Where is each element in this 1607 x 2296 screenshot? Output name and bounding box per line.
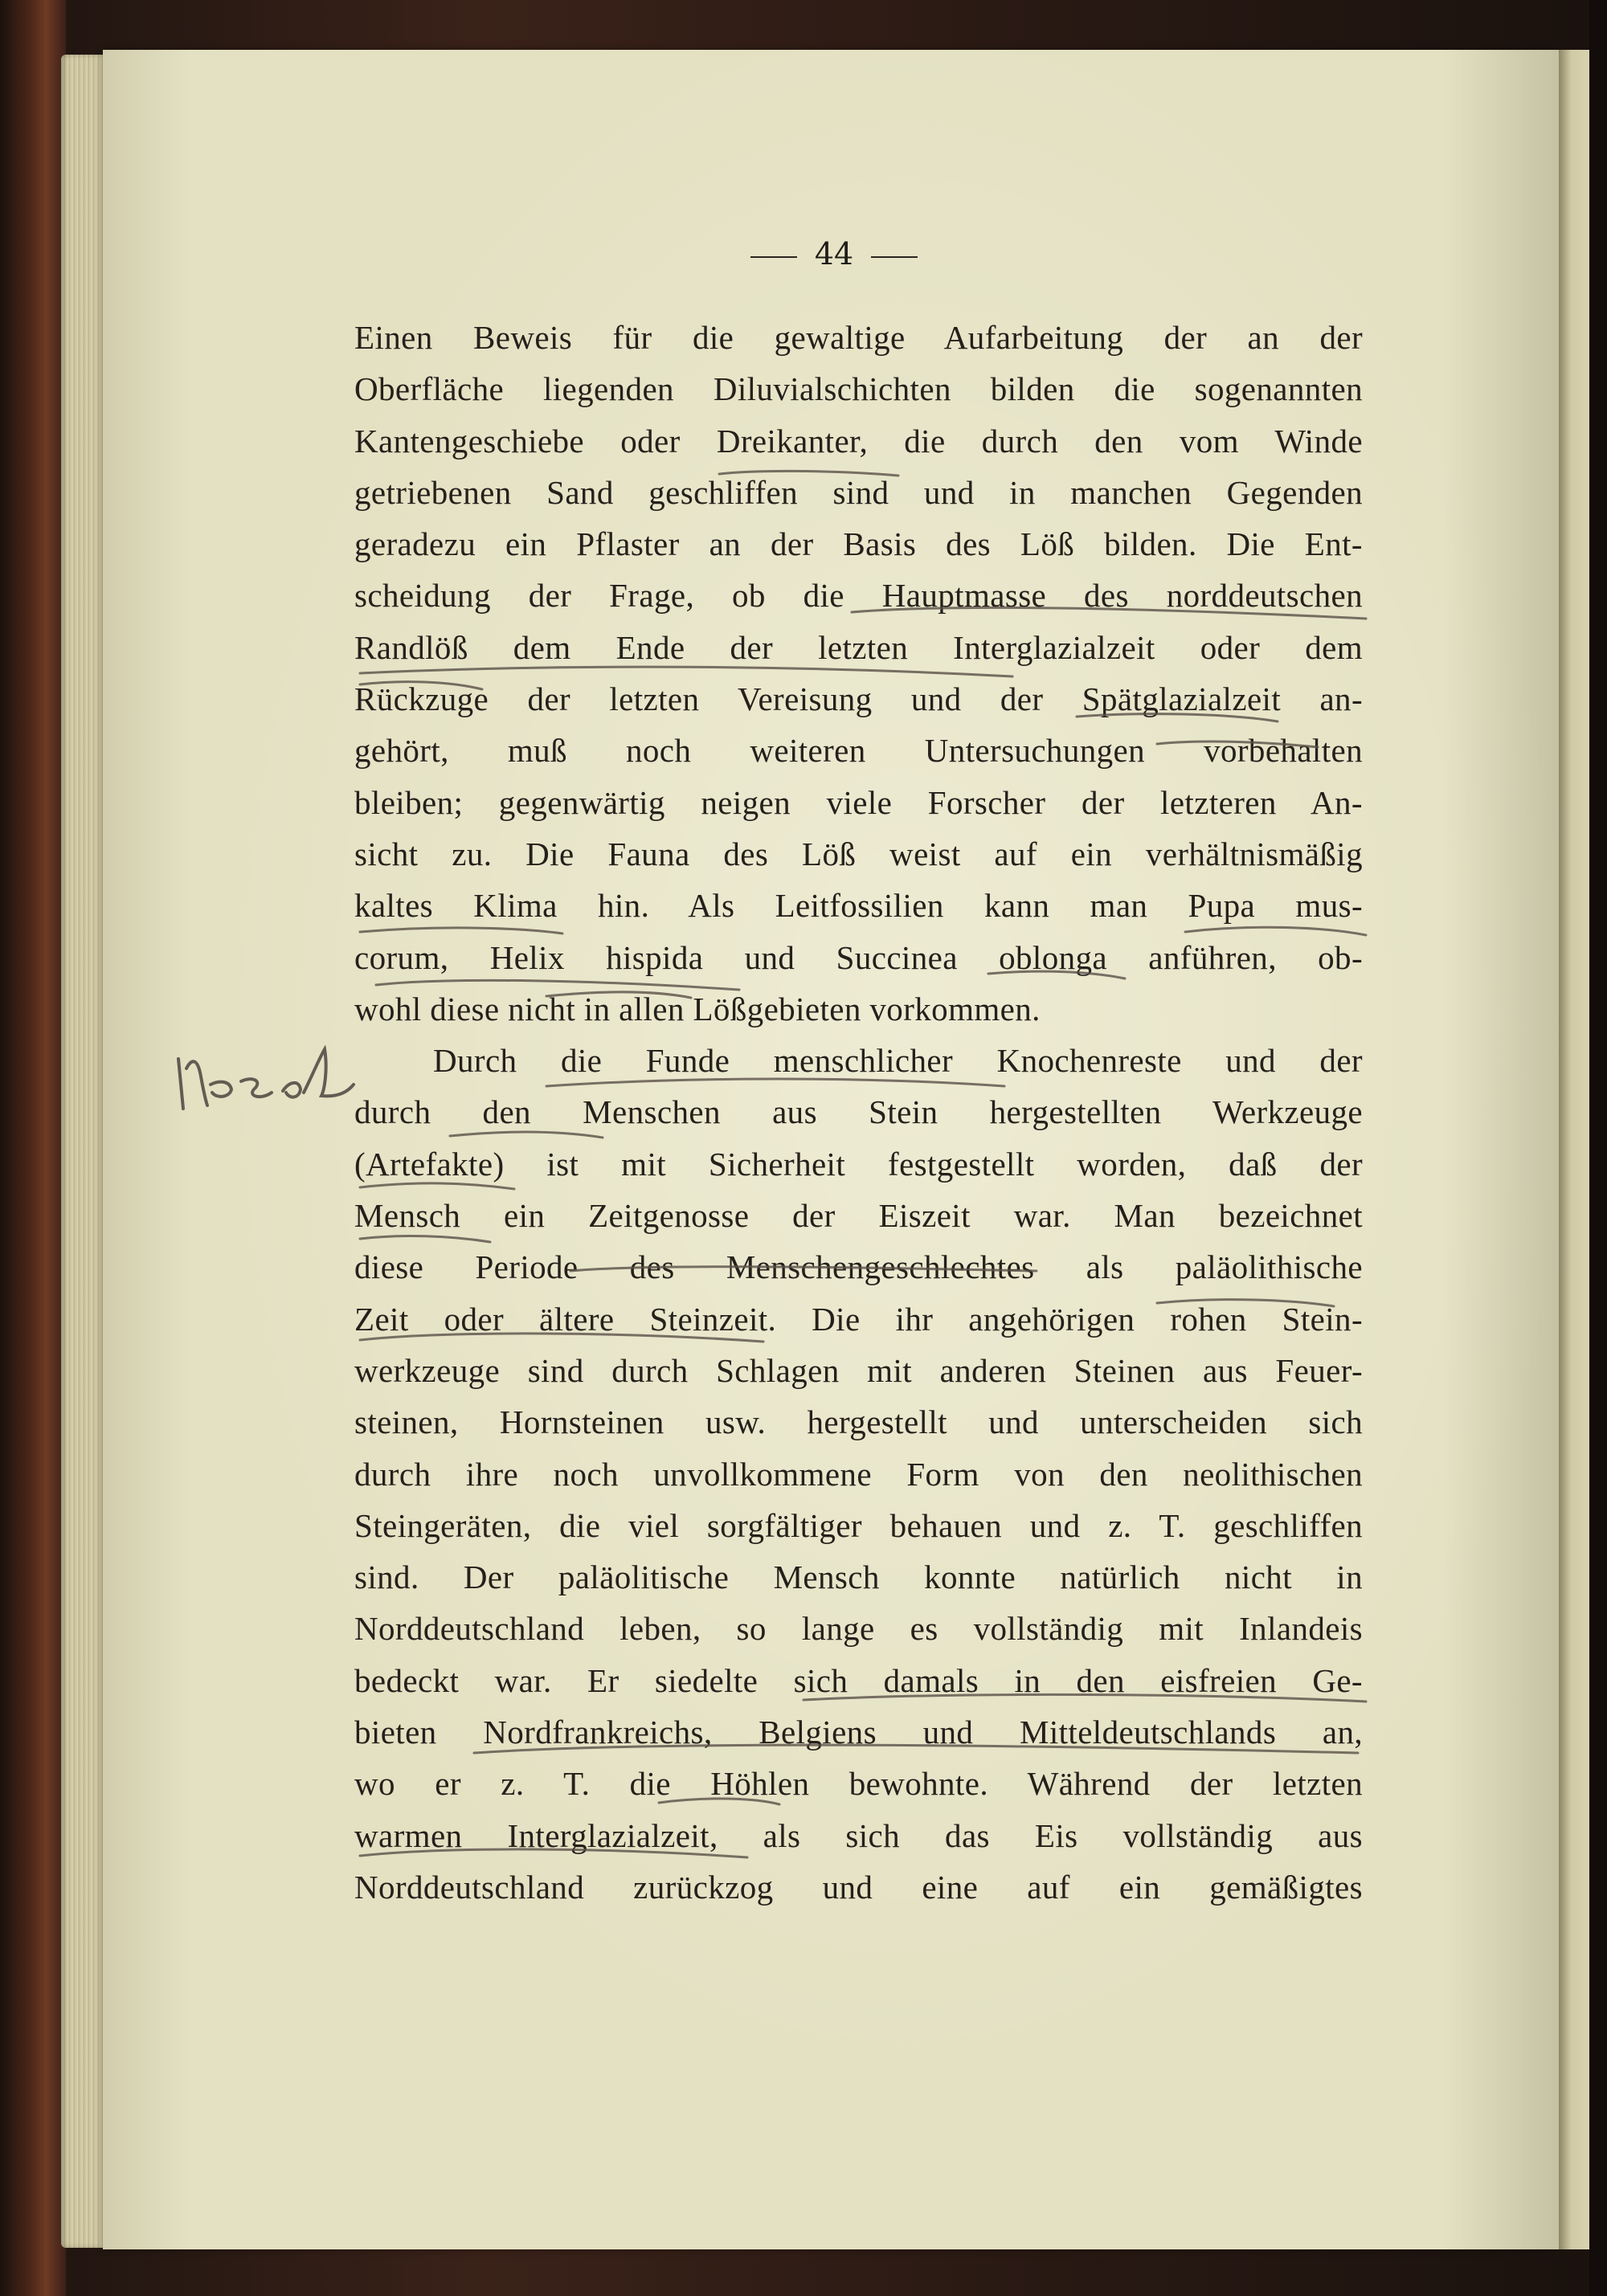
text-line: Rückzuge der letzten Vereisung und der Spätglazialzeit an- <box>354 680 1363 718</box>
text-line: Norddeutschland leben, so lange es vollständig mit Inlandeis <box>354 1610 1363 1648</box>
text-line: kaltes Klima hin. Als Leitfossilien kann man Pupa mus- <box>354 887 1363 925</box>
text-line: durch ihre noch unvollkommene Form von den neolithischen <box>354 1455 1363 1493</box>
text-line: gehört, muß noch weiteren Untersuchungen vorbehalten <box>354 732 1363 770</box>
text-line: bedeckt war. Er siedelte sich damals in den eisfreien Ge- <box>354 1661 1363 1699</box>
text-line: Norddeutschland zurückzog und eine auf ein gemäßigtes <box>354 1868 1363 1906</box>
text-line: steinen, Hornsteinen usw. hergestellt und unterscheiden sich <box>354 1403 1363 1441</box>
text-line: Steingeräten, die viel sorgfältiger behauen und z. T. geschliffen <box>354 1506 1363 1544</box>
text-line: warmen Interglazialzeit, als sich das Eis vollständig aus <box>354 1816 1363 1854</box>
dash-left <box>750 256 797 258</box>
book-cover-right <box>1589 0 1607 2296</box>
text-line: wohl diese nicht in allen Lößgebieten vorkommen. <box>354 990 1041 1027</box>
text-line: (Artefakte) ist mit Sicherheit festgestellt worden, daß der <box>354 1145 1363 1183</box>
text-line: Einen Beweis für die gewaltige Aufarbeitung der an der <box>354 319 1363 356</box>
text-line: werkzeuge sind durch Schlagen mit anderen Steinen aus Feuer- <box>354 1351 1363 1389</box>
text-line: Zeit oder ältere Steinzeit. Die ihr angehörigen rohen Stein- <box>354 1300 1363 1338</box>
page-gutter <box>1559 50 1589 2249</box>
text-line: corum, Helix hispida und Succinea oblonga anführen, ob- <box>354 938 1363 976</box>
text-line: durch den Menschen aus Stein hergestellten Werkzeuge <box>354 1093 1363 1131</box>
text-line: Mensch ein Zeitgenosse der Eiszeit war. Man bezeichnet <box>354 1197 1363 1235</box>
dash-right <box>871 256 918 258</box>
text-line: bleiben; gegenwärtig neigen viele Forscher der letzteren An- <box>354 783 1363 821</box>
text-line: diese Periode des Menschengeschlechtes als paläolithische <box>354 1248 1363 1286</box>
text-line: bieten Nordfrankreichs, Belgiens und Mitteldeutschlands an, <box>354 1714 1363 1751</box>
text-line: sicht zu. Die Fauna des Löß weist auf ein verhältnismäßig <box>354 835 1363 872</box>
text-line: sind. Der paläolitische Mensch konnte natürlich nicht in <box>354 1559 1363 1596</box>
text-line: Kantengeschiebe oder Dreikanter, die durch den vom Winde <box>354 422 1363 460</box>
text-line: wo er z. T. die Höhlen bewohnte. Während der letzten <box>354 1765 1363 1803</box>
text-line: Oberfläche liegenden Diluvialschichten bilden die sogenannten <box>354 370 1363 408</box>
text-line: scheidung der Frage, ob die Hauptmasse des norddeutschen <box>354 577 1363 615</box>
text-line: geradezu ein Pflaster an der Basis des Löß bilden. Die Ent- <box>354 525 1363 563</box>
body-text <box>354 312 1363 1913</box>
page-number: 44 <box>814 236 854 272</box>
page-number-header <box>0 236 1607 272</box>
book-cover-left <box>0 0 66 2296</box>
text-line: Randlöß dem Ende der letzten Interglazialzeit oder dem <box>354 628 1363 666</box>
text-line: Durch die Funde menschlicher Knochenreste und der <box>433 1042 1363 1080</box>
text-line: getriebenen Sand geschliffen sind und in manchen Gegenden <box>354 473 1363 511</box>
